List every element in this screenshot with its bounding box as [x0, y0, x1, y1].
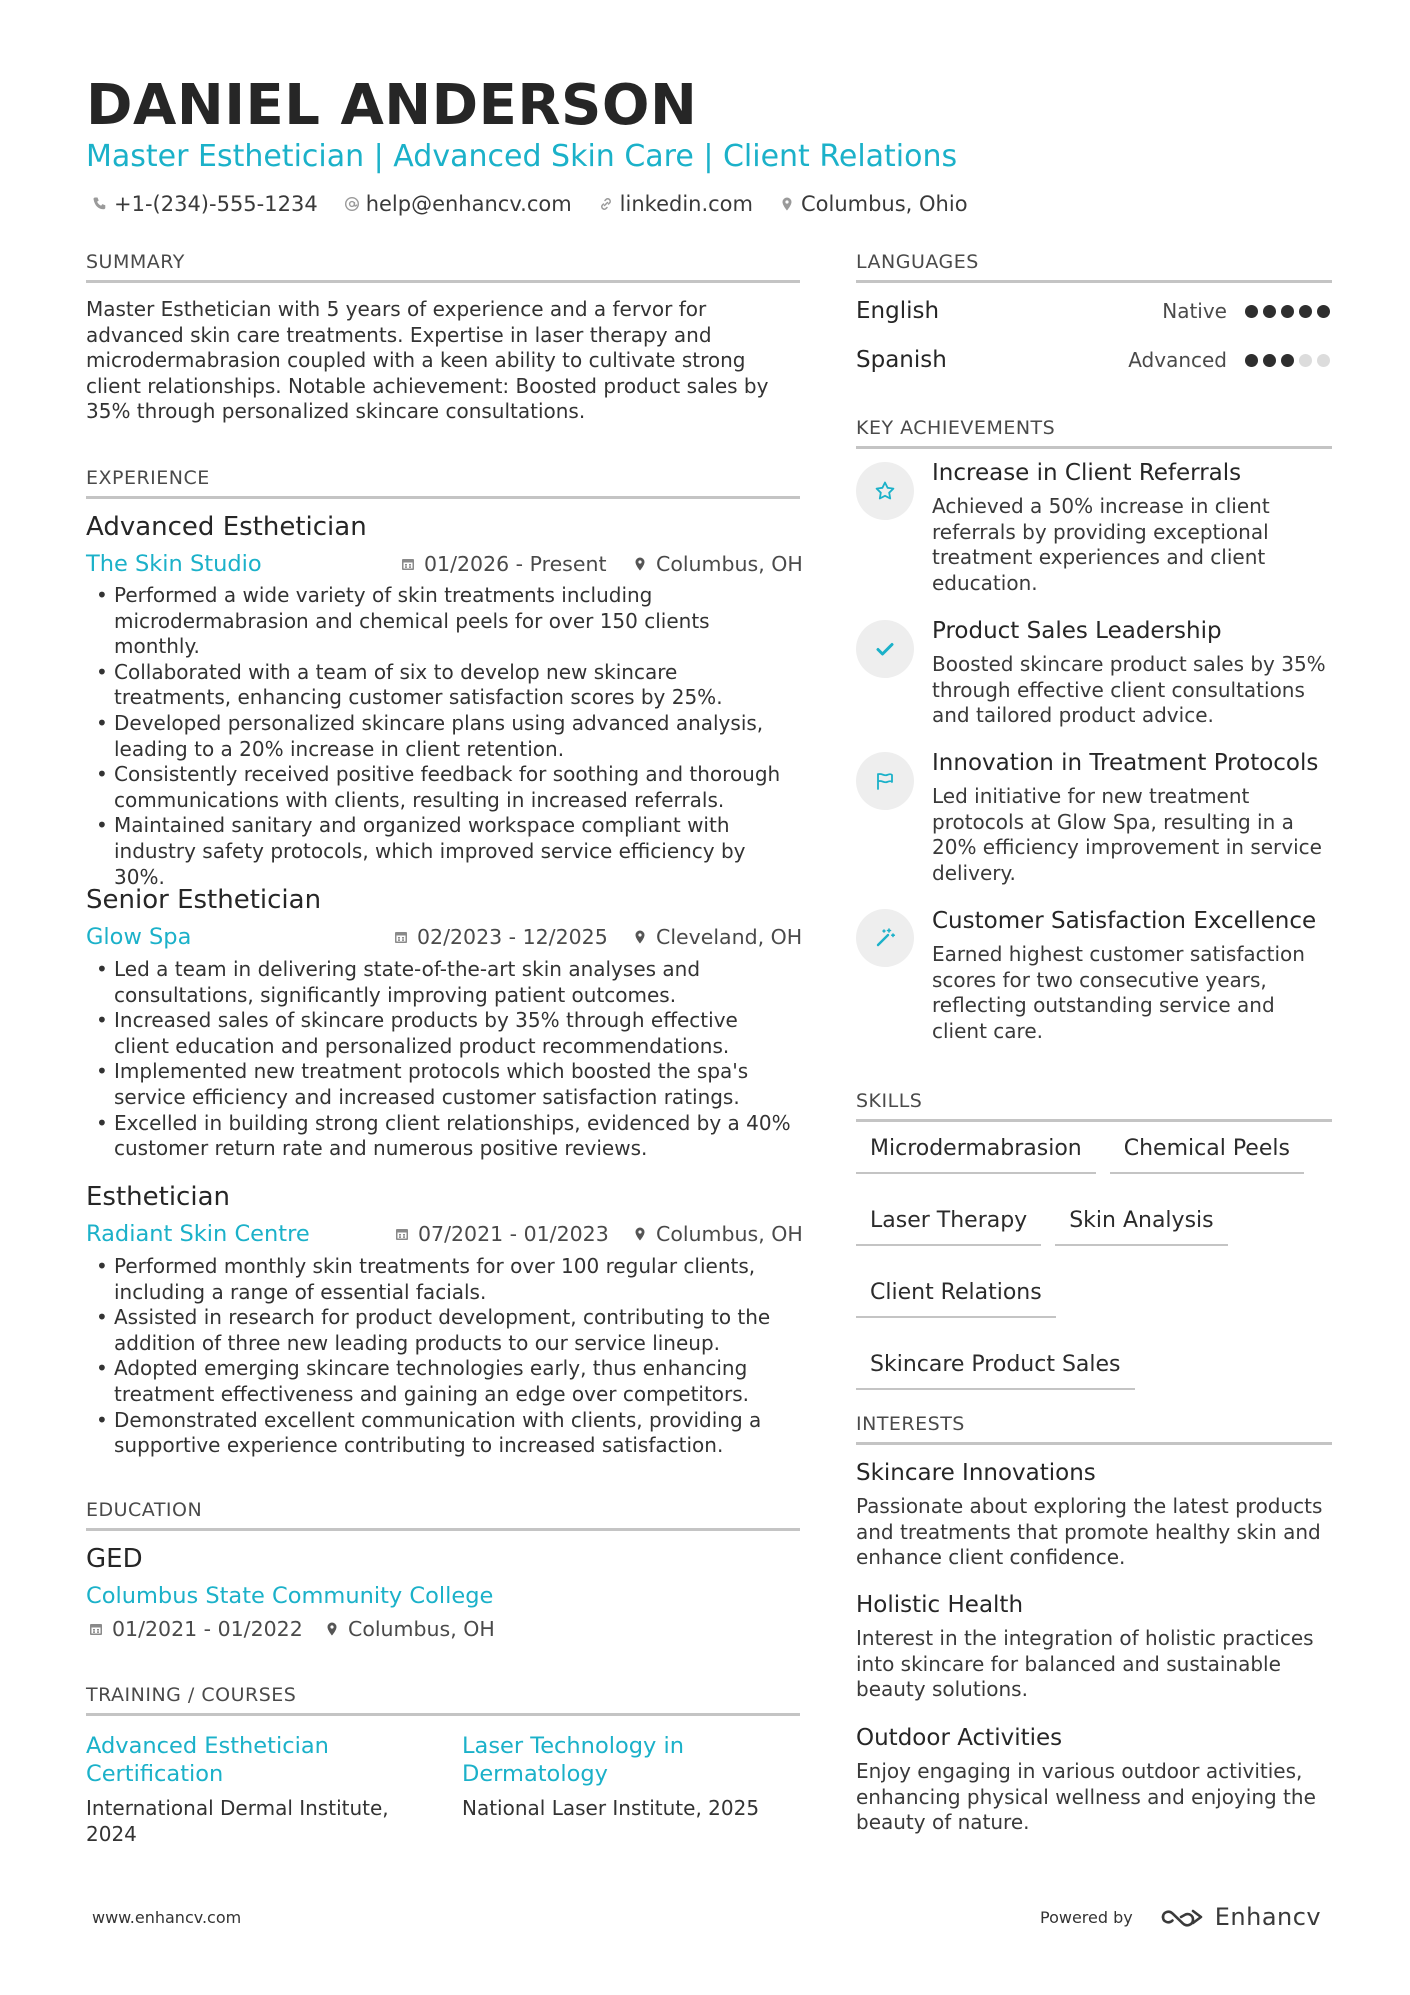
- job-bullet: • Increased sales of skincare products by 35% through effective client education and personalized product recommendations.: [96, 1008, 796, 1059]
- contact-email[interactable]: [344, 190, 572, 218]
- education-dates: [88, 1615, 303, 1643]
- interest-title: Skincare Innovations: [856, 1460, 1096, 1486]
- rating-dot-filled: [1281, 354, 1294, 367]
- job-bullet: • Developed personalized skincare plans using advanced analysis, leading to a 20% increase in client retention.: [96, 711, 796, 762]
- job-bullets: [96, 583, 796, 890]
- skills-list: [856, 1134, 1336, 1390]
- job-bullet: • Implemented new treatment protocols which boosted the spa's service efficiency and increased customer satisfaction ratings.: [96, 1059, 796, 1110]
- job-bullet: • Assisted in research for product development, contributing to the addition of three new leading products to our service lineup.: [96, 1305, 796, 1356]
- magic-wand-icon: [873, 926, 897, 950]
- job-company: Radiant Skin Centre: [86, 1221, 310, 1247]
- brand-logo[interactable]: [1159, 1903, 1321, 1931]
- skill-tag: Skin Analysis: [1055, 1206, 1227, 1246]
- interest-title: Holistic Health: [856, 1592, 1024, 1618]
- achievement-desc: Led initiative for new treatment protocols at Glow Spa, resulting in a 20% efficiency improvement in service delivery.: [932, 784, 1322, 885]
- link-icon: [598, 196, 614, 212]
- achievement-title: Innovation in Treatment Protocols: [932, 750, 1319, 776]
- job-bullet: • Collaborated with a team of six to develop new skincare treatments, enhancing customer satisfaction scores by 25%.: [96, 660, 796, 711]
- job-location-text: Cleveland, OH: [656, 925, 803, 949]
- rating-dot-filled: [1299, 305, 1312, 318]
- job-dates: [393, 923, 608, 951]
- job-bullets: [96, 957, 796, 1162]
- skill-tag: Chemical Peels: [1110, 1134, 1304, 1174]
- skill-tag: Microdermabrasion: [856, 1134, 1096, 1174]
- job-location: [632, 923, 802, 951]
- language-rating: [1245, 354, 1330, 367]
- rating-dot-filled: [1317, 305, 1330, 318]
- job-role: Esthetician: [86, 1182, 230, 1212]
- education-dates-text: 01/2021 - 01/2022: [112, 1617, 303, 1641]
- job-bullet: • Performed monthly skin treatments for over 100 regular clients, including a range of essential facials.: [96, 1254, 796, 1305]
- education-school: Columbus State Community College: [86, 1583, 494, 1609]
- star-icon: [873, 479, 897, 503]
- experience-heading: EXPERIENCE: [86, 466, 800, 499]
- contact-bar: [92, 190, 968, 218]
- education-degree: GED: [86, 1544, 143, 1574]
- location-pin-icon: [779, 196, 795, 212]
- course-title: Laser Technology in Dermatology: [462, 1733, 684, 1787]
- skill-tag: Client Relations: [856, 1278, 1056, 1318]
- job-bullet: • Consistently received positive feedback for soothing and thorough communications with clients, resulting in increased referrals.: [96, 762, 796, 813]
- language-level: Native: [1162, 299, 1227, 323]
- achievement-icon-badge: [856, 620, 914, 678]
- candidate-headline: Master Esthetician | Advanced Skin Care | Client Relations: [86, 139, 958, 174]
- at-icon: [344, 196, 360, 212]
- linkedin-text: linkedin.com: [619, 192, 753, 216]
- training-heading: TRAINING / COURSES: [86, 1683, 800, 1716]
- contact-linkedin[interactable]: [598, 190, 753, 218]
- language-row: [856, 344, 1330, 376]
- job-role: Senior Esthetician: [86, 885, 322, 915]
- job-dates-text: 01/2026 - Present: [424, 552, 607, 576]
- job-bullet: • Adopted emerging skincare technologies early, thus enhancing treatment effectiveness and gaining an edge over competitors.: [96, 1356, 796, 1407]
- languages-heading: LANGUAGES: [856, 250, 1332, 283]
- job-role: Advanced Esthetician: [86, 512, 367, 542]
- rating-dot-filled: [1263, 354, 1276, 367]
- rating-dot-filled: [1245, 305, 1258, 318]
- location-text: Columbus, Ohio: [800, 192, 968, 216]
- skill-tag: Skincare Product Sales: [856, 1350, 1135, 1390]
- language-rating: [1245, 305, 1330, 318]
- phone-icon: [92, 196, 108, 212]
- rating-dot-filled: [1263, 305, 1276, 318]
- job-bullet: • Maintained sanitary and organized workspace compliant with industry safety protocols, which improved service efficiency by 30%.: [96, 813, 796, 890]
- achievement-icon-badge: [856, 752, 914, 810]
- job-bullet: • Performed a wide variety of skin treatments including microdermabrasion and chemical peels for over 150 clients monthly.: [96, 583, 796, 660]
- interest-title: Outdoor Activities: [856, 1725, 1063, 1751]
- language-name: English: [856, 298, 940, 324]
- achievement-title: Product Sales Leadership: [932, 618, 1222, 644]
- education-location-text: Columbus, OH: [348, 1617, 495, 1641]
- job-bullet: • Led a team in delivering state-of-the-art skin analyses and consultations, significantly improving patient outcomes.: [96, 957, 796, 1008]
- skill-tag: Laser Therapy: [856, 1206, 1041, 1246]
- job-location-text: Columbus, OH: [656, 552, 803, 576]
- job-bullet: • Demonstrated excellent communication with clients, providing a supportive experience contributing to increased satisfaction.: [96, 1408, 796, 1459]
- language-level: Advanced: [1128, 348, 1227, 372]
- powered-by-label: Powered by: [1040, 1907, 1133, 1927]
- achievements-heading: KEY ACHIEVEMENTS: [856, 416, 1332, 449]
- rating-dot-empty: [1299, 354, 1312, 367]
- calendar-icon: [400, 556, 416, 572]
- check-icon: [873, 637, 897, 661]
- interest-desc: Enjoy engaging in various outdoor activities, enhancing physical wellness and enjoying the beauty of nature.: [856, 1759, 1316, 1835]
- achievement-desc: Achieved a 50% increase in client referrals by providing exceptional treatment experiences and client education.: [932, 494, 1270, 595]
- job-location-text: Columbus, OH: [656, 1222, 803, 1246]
- achievement-title: Increase in Client Referrals: [932, 460, 1242, 486]
- job-dates: [400, 550, 607, 578]
- candidate-name: DANIEL ANDERSON: [86, 73, 698, 138]
- job-company: Glow Spa: [86, 924, 192, 950]
- interests-heading: INTERESTS: [856, 1412, 1332, 1445]
- footer-branding: [1040, 1903, 1321, 1931]
- job-bullet: • Excelled in building strong client relationships, evidenced by a 40% customer return rate and numerous positive reviews.: [96, 1111, 796, 1162]
- course-provider: International Dermal Institute, 2024: [86, 1796, 389, 1846]
- enhancv-logo-icon: [1159, 1904, 1207, 1930]
- location-pin-icon: [632, 556, 648, 572]
- calendar-icon: [394, 1226, 410, 1242]
- summary-text: Master Esthetician with 5 years of experience and a fervor for advanced skin care treatments. Expertise in laser therapy and microdermabrasion coupled with a keen ability to cultivate strong client relationships. Notable achievement: Boosted product sales by 35% through personalized skincare consultations.: [86, 297, 769, 424]
- email-text: help@enhancv.com: [365, 192, 572, 216]
- course-provider: National Laser Institute, 2025: [462, 1796, 760, 1820]
- achievement-title: Customer Satisfaction Excellence: [932, 908, 1317, 934]
- flag-icon: [873, 769, 897, 793]
- job-bullets: [96, 1254, 796, 1459]
- location-pin-icon: [324, 1621, 340, 1637]
- language-row: [856, 295, 1330, 327]
- job-location: [632, 1220, 803, 1248]
- location-pin-icon: [632, 929, 648, 945]
- achievement-desc: Boosted skincare product sales by 35% through effective client consultations and tailored product advice.: [932, 652, 1326, 728]
- location-pin-icon: [632, 1226, 648, 1242]
- achievement-desc: Earned highest customer satisfaction scores for two consecutive years, reflecting outstanding service and client care.: [932, 942, 1305, 1043]
- rating-dot-filled: [1245, 354, 1258, 367]
- achievement-icon-badge: [856, 462, 914, 520]
- calendar-icon: [88, 1621, 104, 1637]
- contact-phone[interactable]: [92, 190, 318, 218]
- phone-text: +1-(234)-555-1234: [114, 192, 318, 216]
- contact-location: [779, 190, 968, 218]
- rating-dot-empty: [1317, 354, 1330, 367]
- interest-desc: Passionate about exploring the latest products and treatments that promote healthy skin and enhance client confidence.: [856, 1494, 1323, 1570]
- course-title: Advanced Esthetician Certification: [86, 1733, 329, 1787]
- interest-desc: Interest in the integration of holistic practices into skincare for balanced and sustainable beauty solutions.: [856, 1626, 1314, 1702]
- education-heading: EDUCATION: [86, 1498, 800, 1531]
- education-location: [324, 1615, 495, 1643]
- job-dates-text: 02/2023 - 12/2025: [417, 925, 608, 949]
- summary-heading: SUMMARY: [86, 250, 800, 283]
- rating-dot-filled: [1281, 305, 1294, 318]
- brand-name: Enhancv: [1214, 1903, 1322, 1931]
- job-dates: [394, 1220, 609, 1248]
- calendar-icon: [393, 929, 409, 945]
- skills-heading: SKILLS: [856, 1089, 1332, 1122]
- job-dates-text: 07/2021 - 01/2023: [418, 1222, 609, 1246]
- job-location: [632, 550, 803, 578]
- job-company: The Skin Studio: [86, 551, 262, 577]
- footer-website[interactable]: www.enhancv.com: [92, 1908, 242, 1927]
- achievement-icon-badge: [856, 909, 914, 967]
- language-name: Spanish: [856, 347, 947, 373]
